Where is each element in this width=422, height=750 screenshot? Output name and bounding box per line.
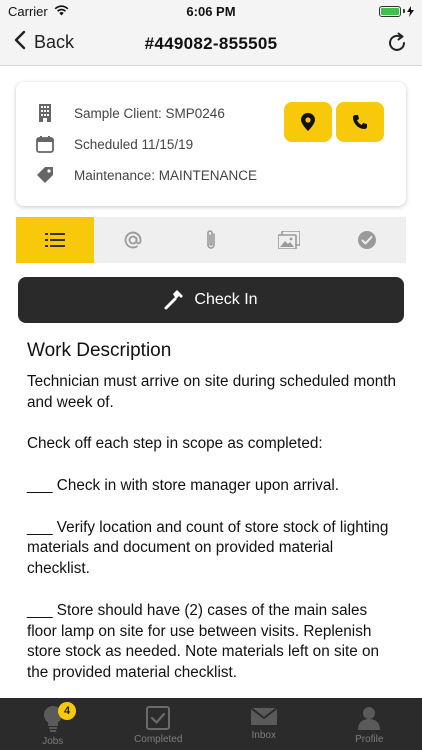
- calendar-icon: [36, 135, 54, 153]
- bottom-tab-label: Jobs: [42, 736, 64, 747]
- description-line: Check off each step in scope as completed:: [27, 435, 323, 453]
- check-in-button[interactable]: [18, 277, 404, 323]
- check-in-label: Check In: [194, 291, 258, 308]
- bottom-tab-label: Profile: [355, 734, 384, 745]
- bottom-tab-profile[interactable]: [317, 698, 422, 750]
- person-icon: [357, 706, 381, 730]
- bottom-tab-bar: [0, 698, 422, 750]
- job-tabs: [16, 217, 406, 263]
- tab-notes[interactable]: [94, 217, 172, 263]
- nav-bar: [0, 22, 422, 66]
- client-label: Sample Client: SMP0246: [74, 105, 225, 121]
- page-title: #449082-855505: [144, 33, 278, 53]
- map-button[interactable]: [284, 102, 332, 142]
- scheduled-label: Scheduled 11/15/19: [74, 136, 194, 152]
- description-line: ___ Check in with store manager upon arrival.: [27, 476, 340, 494]
- bottom-tab-label: Completed: [134, 734, 183, 745]
- phone-icon: [352, 114, 368, 130]
- map-pin-icon: [301, 113, 315, 131]
- tab-photos[interactable]: [250, 217, 328, 263]
- tab-list[interactable]: [16, 217, 94, 263]
- type-row: [36, 166, 257, 184]
- jobs-badge: 4: [58, 702, 76, 720]
- status-bar: [0, 0, 422, 22]
- description-line: ___ Verify location and count of store stock of lighting materials and document on provided material checklist.: [27, 518, 389, 578]
- call-button[interactable]: [336, 102, 384, 142]
- bottom-tab-label: Inbox: [251, 730, 276, 741]
- description-line: Technician must arrive on site during scheduled month and week of.: [27, 373, 397, 411]
- hammer-icon: [164, 290, 184, 310]
- schedule-row: [36, 135, 193, 153]
- status-left: [8, 4, 69, 19]
- paperclip-icon: [205, 229, 217, 251]
- type-label: Maintenance: MAINTENANCE: [74, 167, 258, 183]
- at-icon: [123, 230, 143, 250]
- client-row: [36, 104, 225, 122]
- tab-attachments[interactable]: [172, 217, 250, 263]
- work-description-body: [27, 372, 399, 684]
- charging-icon: [407, 6, 414, 17]
- battery-icon: [379, 6, 414, 17]
- work-description-title: Work Description: [27, 340, 172, 361]
- refresh-button[interactable]: [386, 32, 408, 59]
- tag-icon: [36, 166, 54, 184]
- building-icon: [36, 104, 54, 122]
- bottom-tab-completed[interactable]: [106, 698, 212, 750]
- status-time: 6:06 PM: [186, 3, 236, 19]
- photos-icon: [278, 231, 300, 249]
- check-circle-icon: [357, 230, 377, 250]
- job-info-card: [16, 82, 406, 206]
- carrier-label: Carrier: [8, 3, 48, 19]
- tab-complete[interactable]: [328, 217, 406, 263]
- bottom-tab-inbox[interactable]: [211, 698, 317, 750]
- back-label: Back: [34, 32, 75, 52]
- wifi-icon: [54, 4, 69, 19]
- refresh-icon: [386, 32, 408, 54]
- description-line: ___ Store should have (2) cases of the main sales floor lamp on site for use between visits. Replenish store stock as needed. Note materials left on site on the provided material checklist.: [27, 601, 380, 682]
- list-icon: [45, 233, 65, 247]
- bottom-tab-jobs[interactable]: [0, 698, 106, 750]
- envelope-icon: [251, 706, 277, 726]
- checkbox-icon: [146, 706, 170, 730]
